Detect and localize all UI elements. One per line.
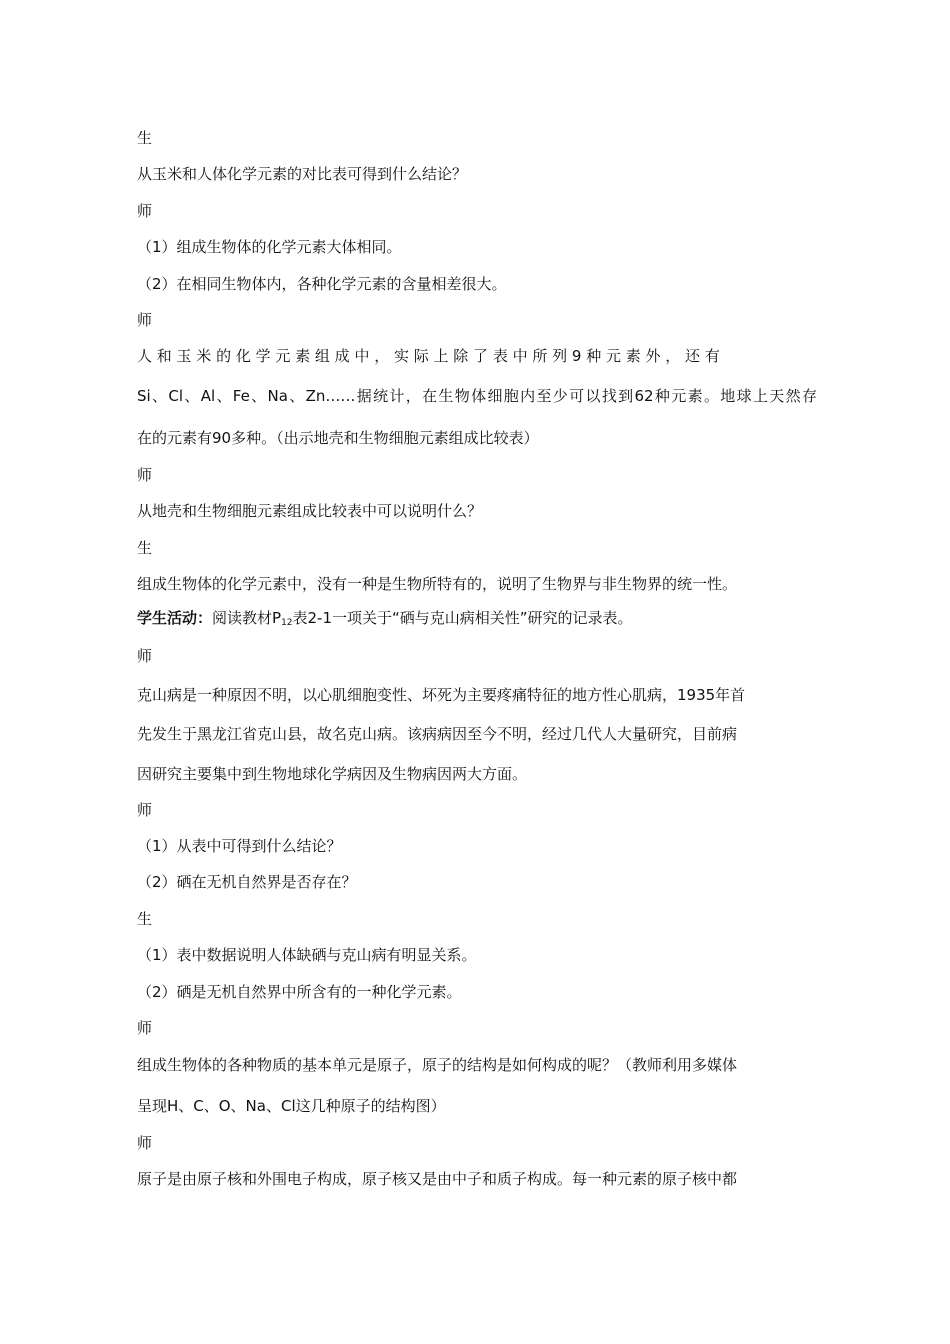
student-activity [137, 608, 817, 628]
paragraph: 因研究主要集中到生物地球化学病因及生物病因两大方面。 [137, 765, 528, 783]
speaker-teacher: 师 [137, 311, 153, 329]
paragraph: 在的元素有90多种。（出示地壳和生物细胞元素组成比较表） [137, 429, 539, 447]
paragraph: Si、Cl、Al、Fe、Na、Zn……据统计，在生物体细胞内至少可以找到62种元素。地球上天然存 [137, 387, 817, 405]
paragraph: （2）硒在无机自然界是否存在？ [137, 873, 357, 891]
paragraph: 组成生物体的化学元素中，没有一种是生物所特有的，说明了生物界与非生物界的统一性。 [137, 575, 738, 593]
page-subscript: 12 [281, 618, 293, 628]
paragraph: 从地壳和生物细胞元素组成比较表中可以说明什么？ [137, 502, 483, 520]
paragraph: （1）表中数据说明人体缺硒与克山病有明显关系。 [137, 946, 477, 964]
paragraph: 组成生物体的各种物质的基本单元是原子，原子的结构是如何构成的呢？（教师利用多媒体 [137, 1056, 738, 1074]
paragraph: 呈现H、C、O、Na、Cl这几种原子的结构图） [137, 1097, 446, 1115]
paragraph: 人 和 玉 米 的 化 学 元 素 组 成 中 ， 实 际 上 除 了 表 中 所 列 9 种 元 素 外 ， 还 有 [137, 347, 720, 365]
speaker-student: 生 [137, 539, 153, 557]
speaker-teacher: 师 [137, 1019, 153, 1037]
paragraph: （1）从表中可得到什么结论？ [137, 837, 342, 855]
activity-text: 阅读教材P [212, 609, 282, 627]
paragraph: 克山病是一种原因不明，以心肌细胞变性、坏死为主要疼痛特征的地方性心肌病，1935年首 [137, 686, 746, 704]
speaker-student: 生 [137, 910, 153, 928]
paragraph: 先发生于黑龙江省克山县，故名克山病。该病病因至今不明，经过几代人大量研究，目前病 [137, 725, 738, 743]
paragraph: （2）在相同生物体内，各种化学元素的含量相差很大。 [137, 275, 507, 293]
paragraph: 原子是由原子核和外围电子构成，原子核又是由中子和质子构成。每一种元素的原子核中都 [137, 1170, 738, 1188]
speaker-teacher: 师 [137, 801, 153, 819]
speaker-teacher: 师 [137, 647, 153, 665]
speaker-student: 生 [137, 129, 153, 147]
activity-text-rest: 表2-1一项关于“硒与克山病相关性”研究的记录表。 [292, 609, 633, 627]
speaker-teacher: 师 [137, 466, 153, 484]
activity-label: 学生活动： [137, 609, 213, 627]
speaker-teacher: 师 [137, 202, 153, 220]
speaker-teacher: 师 [137, 1134, 153, 1152]
paragraph: （2）硒是无机自然界中所含有的一种化学元素。 [137, 983, 462, 1001]
paragraph: （1）组成生物体的化学元素大体相同。 [137, 238, 402, 256]
paragraph: 从玉米和人体化学元素的对比表可得到什么结论？ [137, 165, 468, 183]
